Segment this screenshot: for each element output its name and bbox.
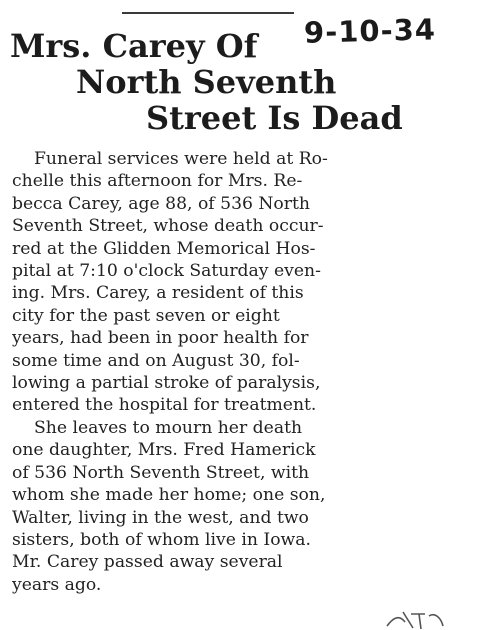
text-line: whom she made her home; one son, xyxy=(12,485,326,506)
text-line: chelle this afternoon for Mrs. Re- xyxy=(12,171,303,192)
text-line: becca Carey, age 88, of 536 North xyxy=(12,193,310,214)
text-line: lowing a partial stroke of paralysis, xyxy=(12,373,321,394)
text-line: of 536 North Seventh Street, with xyxy=(12,462,310,483)
headline xyxy=(10,28,420,136)
text-line: one daughter, Mrs. Fred Hamerick xyxy=(12,440,316,461)
text-line: Walter, living in the west, and two xyxy=(12,507,309,528)
text-line: red at the Glidden Memorical Hos- xyxy=(12,238,316,259)
text-line: Mr. Carey passed away several xyxy=(12,552,283,573)
text-line: pital at 7:10 o'clock Saturday even- xyxy=(12,261,321,282)
pencil-scrawl-mark xyxy=(385,608,445,630)
text-line: sisters, both of whom live in Iowa. xyxy=(12,529,311,550)
text-line: years ago. xyxy=(12,574,102,595)
text-line: entered the hospital for treatment. xyxy=(12,395,317,416)
top-rule xyxy=(122,12,294,14)
headline-line-1: Mrs. Carey Of xyxy=(10,27,258,65)
handwritten-date: 9-10-34 xyxy=(303,12,437,50)
headline-line-3: Street Is Dead xyxy=(146,99,403,137)
text-line: She leaves to mourn her death xyxy=(34,417,303,438)
article-body xyxy=(12,148,412,596)
headline-line-2: North Seventh xyxy=(76,63,337,101)
text-line: ing. Mrs. Carey, a resident of this xyxy=(12,283,304,304)
text-line: city for the past seven or eight xyxy=(12,305,280,326)
text-line: Seventh Street, whose death occur- xyxy=(12,216,324,237)
text-line: years, had been in poor health for xyxy=(12,328,309,349)
text-line: some time and on August 30, fol- xyxy=(12,350,300,371)
text-line: Funeral services were held at Ro- xyxy=(34,149,328,169)
